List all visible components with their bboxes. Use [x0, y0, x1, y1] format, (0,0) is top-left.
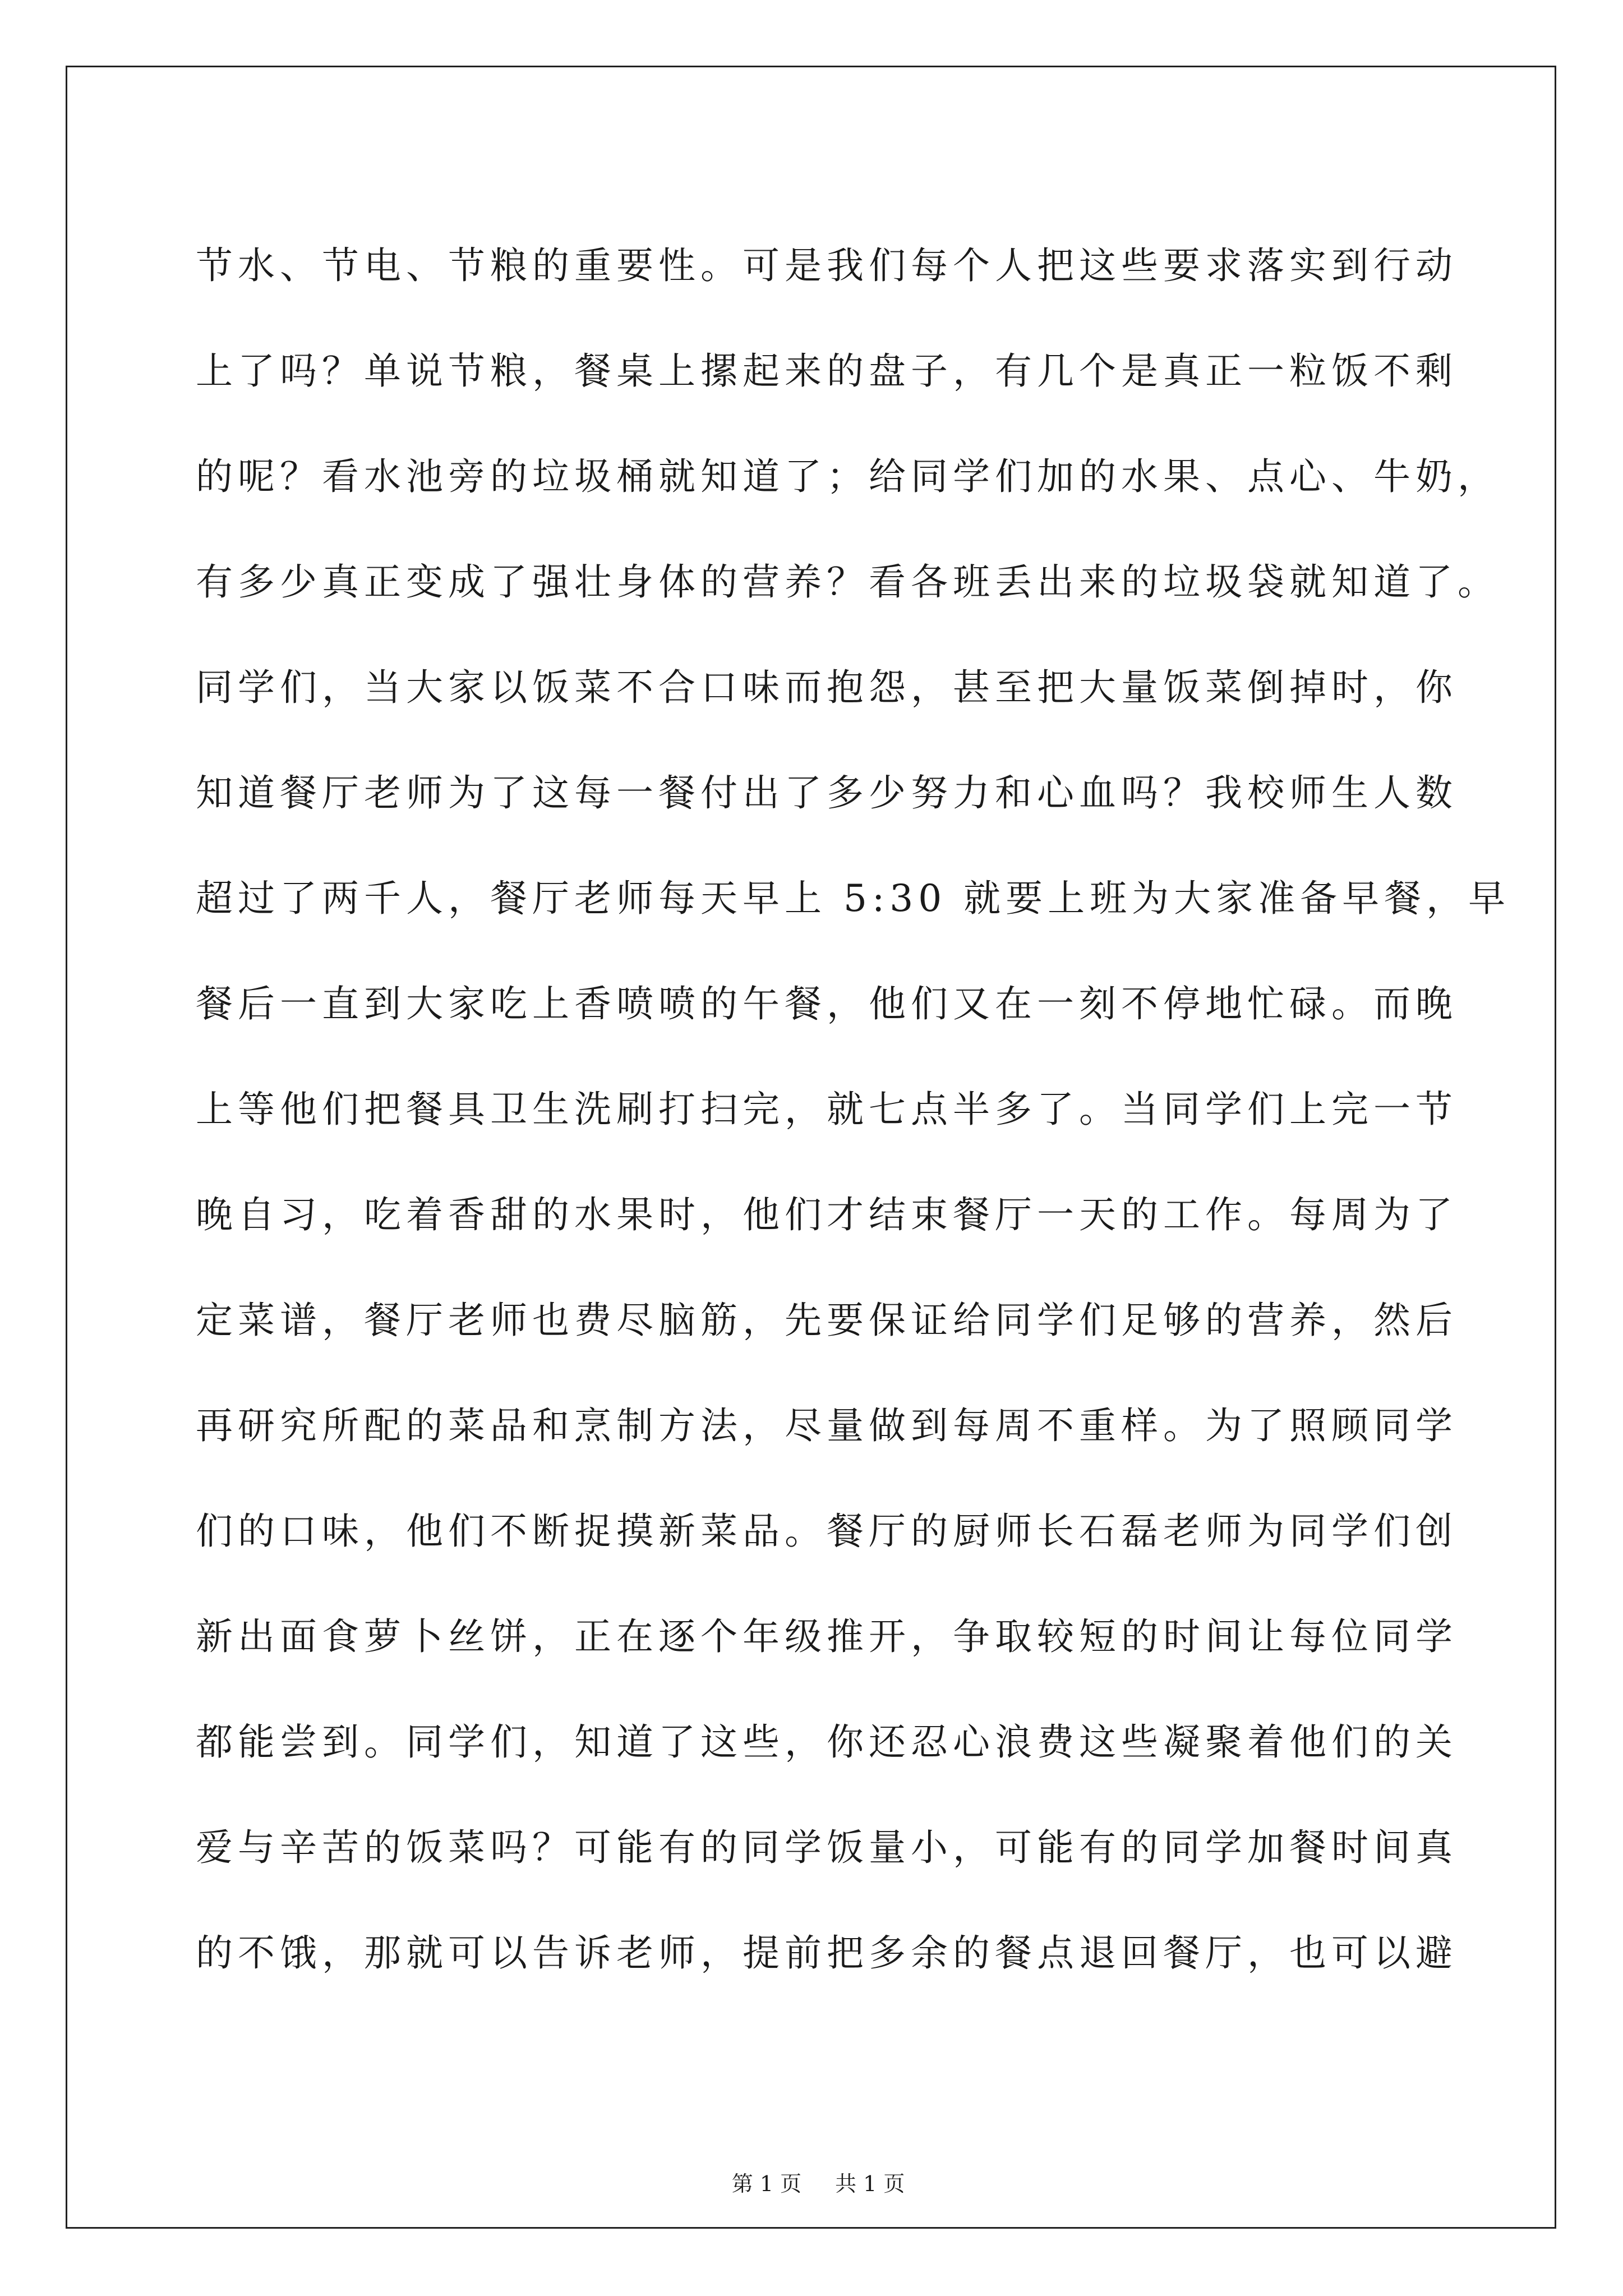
text-line: 超过了两千人，餐厅老师每天早上 5:30 就要上班为大家准备早餐，早 — [196, 877, 1511, 920]
text-line: 新出面食萝卜丝饼，正在逐个年级推开，争取较短的时间让每位同学 — [196, 1615, 1458, 1658]
text-line: 定菜谱，餐厅老师也费尽脑筋，先要保证给同学们足够的营养，然后 — [196, 1299, 1458, 1342]
text-line: 爱与辛苦的饭菜吗？可能有的同学饭量小，可能有的同学加餐时间真 — [196, 1826, 1458, 1869]
text-line: 的不饿，那就可以告诉老师，提前把多余的餐点退回餐厅，也可以避 — [196, 1931, 1458, 1975]
page-footer — [0, 2142, 1623, 2197]
text-line: 节水、节电、节粮的重要性。可是我们每个人把这些要求落实到行动 — [196, 244, 1458, 287]
text-line: 餐后一直到大家吃上香喷喷的午餐，他们又在一刻不停地忙碌。而晚 — [196, 982, 1458, 1025]
page-number: 第 1 页 — [731, 2171, 802, 2196]
text-line: 有多少真正变成了强壮身体的营养？看各班丢出来的垃圾袋就知道了。 — [196, 560, 1500, 604]
text-line: 同学们，当大家以饭菜不合口味而抱怨，甚至把大量饭菜倒掉时，你 — [196, 666, 1458, 709]
text-line: 再研究所配的菜品和烹制方法，尽量做到每周不重样。为了照顾同学 — [196, 1404, 1458, 1447]
text-line: 的呢？看水池旁的垃圾桶就知道了；给同学们加的水果、点心、牛奶， — [196, 455, 1500, 498]
text-line: 知道餐厅老师为了这每一餐付出了多少努力和心血吗？我校师生人数 — [196, 771, 1458, 815]
text-line: 们的口味，他们不断捉摸新菜品。餐厅的厨师长石磊老师为同学们创 — [196, 1510, 1458, 1553]
text-line: 上了吗？单说节粮，餐桌上摞起来的盘子，有几个是真正一粒饭不剩 — [196, 349, 1458, 393]
page-total: 共 1 页 — [835, 2171, 905, 2196]
text-line: 都能尝到。同学们，知道了这些，你还忍心浪费这些凝聚着他们的关 — [196, 1720, 1458, 1764]
document-body — [196, 213, 1511, 2006]
text-line: 晚自习，吃着香甜的水果时，他们才结束餐厅一天的工作。每周为了 — [196, 1193, 1458, 1236]
text-line: 上等他们把餐具卫生洗刷打扫完，就七点半多了。当同学们上完一节 — [196, 1088, 1458, 1131]
